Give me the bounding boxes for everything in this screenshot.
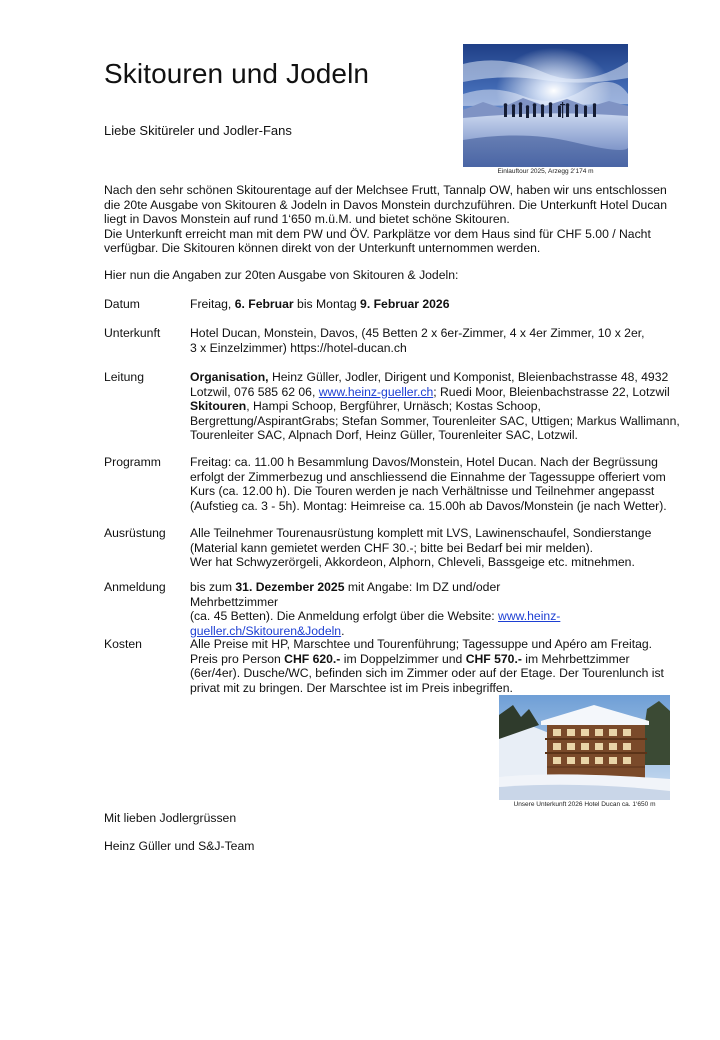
signature-text: Heinz Güller und S&J-Team	[104, 839, 255, 853]
text-span: mit Angabe: Im DZ und/oder Mehrbettzimmer	[190, 580, 501, 609]
hotel-photo	[499, 695, 670, 800]
row-value: Freitag: ca. 11.00 h Besammlung Davos/Monstein, Hotel Ducan. Nach der Begrüssung erfolgt der Zimmerbezug und anschliessend die Einnahme der Tagessuppe offeriert vom Kurs (ca. 12.00 h). Die Touren werden je nach Verhältnisse und Teilnehmer angepasst (Aufstieg ca. 3 - 5h). Montag: Heimreise ca. 15.00h ab Davos/Monstein (je nach Wetter).	[190, 455, 667, 513]
row-value	[190, 297, 680, 312]
document-title: Skitouren und Jodeln	[104, 58, 370, 89]
text-line: Alle Preise mit HP, Marschtee und Tourenführung; Tagessuppe und Apéro am Freitag.	[190, 637, 653, 651]
bold-text: 6. Februar	[234, 297, 294, 311]
greeting: Liebe Skitüreler und Jodler-Fans	[104, 123, 292, 138]
row-label: Programm	[104, 455, 161, 469]
bold-text: 31. Dezember 2025	[235, 580, 345, 594]
row-label: Anmeldung	[104, 580, 166, 594]
row-label: Datum	[104, 297, 140, 311]
text-line: Hotel Ducan, Monstein, Davos, (45 Betten 2 x 6er-Zimmer, 4 x 4er Zimmer, 10 x 2er,	[190, 326, 645, 340]
intro-paragraph: Die Unterkunft erreicht man mit dem PW und ÖV. Parkplätze vor dem Haus sind für CHF 5.00 / Nacht verfügbar. Die Skitouren können direkt von der Unterkunft unternommen werden.	[104, 226, 651, 256]
row-value	[190, 526, 680, 570]
row-label: Leitung	[104, 370, 144, 384]
bold-text: Skitouren	[190, 399, 247, 414]
row-label: Ausrüstung	[104, 526, 166, 540]
text-line: Wer hat Schwyzerörgeli, Akkordeon, Alphorn, Chleveli, Bassgeige etc. mitnehmen.	[190, 555, 635, 570]
text-span: Freitag,	[190, 297, 235, 311]
row-value	[190, 370, 680, 443]
row-value	[190, 580, 590, 638]
photo-caption-top: Einlauftour 2025, Arzegg 2’174 m	[497, 168, 594, 175]
text-span: ; Ruedi Moor, Bleienbachstrasse 22, Lotzwil	[433, 384, 670, 399]
bold-text: 9. Februar 2026	[360, 297, 450, 311]
row-value	[190, 326, 680, 355]
bold-text: CHF 620.-	[284, 651, 341, 666]
row-label: Unterkunft	[104, 326, 161, 340]
lead-text: Hier nun die Angaben zur 20ten Ausgabe von Skitouren & Jodeln:	[104, 268, 459, 282]
website-link[interactable]: www.heinz-gueller.ch	[318, 384, 434, 399]
ski-tour-photo	[463, 44, 628, 167]
photo-caption-bottom: Unsere Unterkunft 2026 Hotel Ducan ca. 1‘650 m	[513, 801, 656, 808]
row-label: Kosten	[104, 637, 142, 651]
text-line: 3 x Einzelzimmer) https://hotel-ducan.ch	[190, 340, 407, 355]
text-span: (ca. 45 Betten). Die Anmeldung erfolgt über die Website:	[190, 609, 499, 624]
text-span: Preis pro Person	[190, 651, 285, 666]
text-span: bis zum	[190, 580, 236, 594]
text-line: Alle Teilnehmer Tourenausrüstung komplett mit LVS, Lawinenschaufel, Sondierstange (Material kann gemietet werden CHF 30.-; bitte bei Bedarf bei mir melden).	[190, 526, 652, 555]
bold-text: CHF 570.-	[465, 651, 522, 666]
text-span: bis Montag	[293, 297, 361, 311]
closing-text: Mit lieben Jodlergrüssen	[104, 811, 237, 825]
text-span: im Doppelzimmer und	[340, 651, 466, 666]
row-value	[190, 637, 680, 695]
text-span: .	[341, 623, 345, 638]
intro-paragraph: Nach den sehr schönen Skitourentage auf der Melchsee Frutt, Tannalp OW, haben wir uns entschlossen die 20te Ausgabe von Skitouren & Jodeln in Davos Monstein durchzuführen. Die Unterkunft Hotel Ducan liegt in Davos Monstein auf rund 1‘650 m.ü.M. und bietet schöne Skitouren.	[104, 183, 667, 227]
text-span: im Mehrbettzimmer (6er/4er). Dusche/WC, befinden sich im Zimmer oder auf der Etage. Der Tourenlunch ist privat mit zu bringen. Der Marschtee ist im Preis inbegriffen.	[190, 651, 664, 695]
text-span: , Hampi Schoop, Bergführer, Urnäsch; Kostas Schoop, Bergrettung/AspirantGrabs; Stefan Sommer, Tourenleiter SAC, Uttigen; Markus Wallimann, Tourenleiter SAC, Alpnach Dorf, Heinz Güller, Tourenleiter SAC, Lotzwil.	[190, 399, 680, 443]
intro-text	[104, 183, 679, 256]
registration-link[interactable]: www.heinz-gueller.ch/Skitouren&Jodeln	[190, 609, 561, 638]
text-span: Heinz Güller, Jodler, Dirigent und Komponist, Bleienbachstrasse 48, 4932 Lotzwil, 076 585 62 06,	[190, 370, 669, 399]
bold-text: Organisation,	[190, 370, 269, 384]
